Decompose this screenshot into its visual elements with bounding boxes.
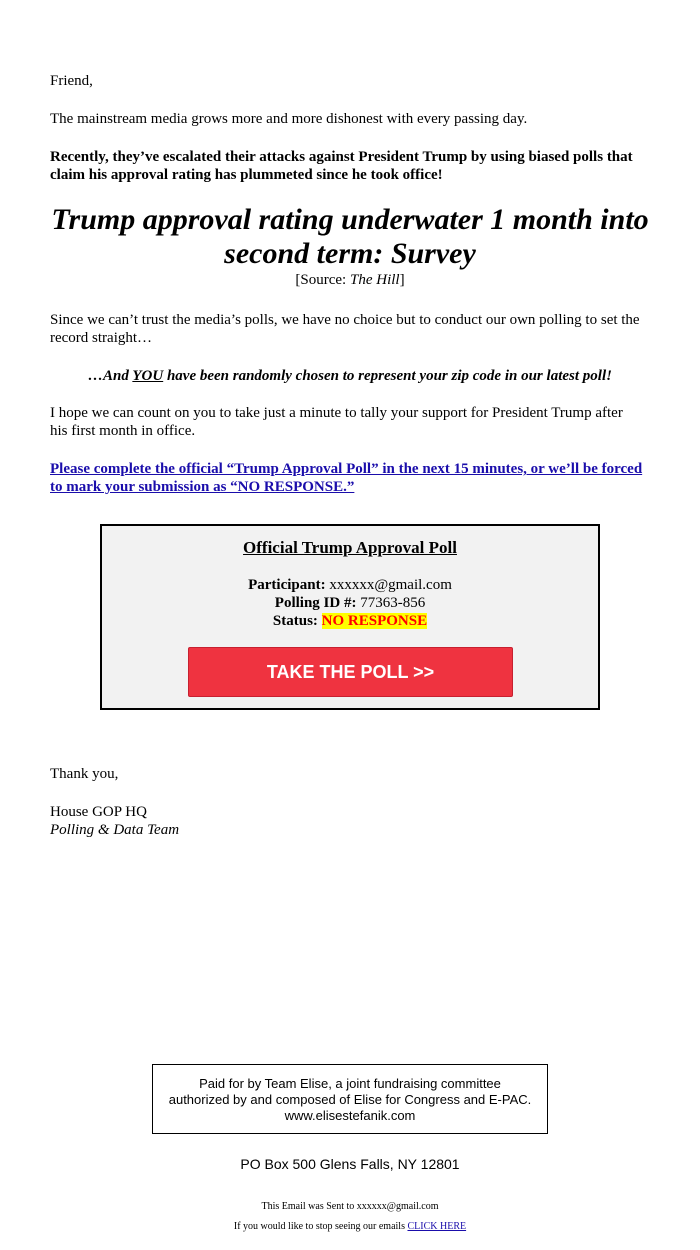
team-name: Polling & Data Team: [50, 822, 180, 838]
poll-card: [100, 524, 600, 710]
chosen-paragraph: [50, 367, 650, 385]
attack-paragraph: Recently, they’ve escalated their attacks against President Trump by using biased polls that claim his approval rating has plummeted since he took office!: [50, 149, 633, 183]
complete-poll-link[interactable]: Please complete the official “Trump Approval Poll” in the next 15 minutes, or we’ll be forced to mark your submission as “NO RESPONSE.”: [50, 461, 643, 495]
participant-label: Participant:: [248, 577, 326, 593]
paid-for-text: Paid for by Team Elise, a joint fundraising committee authorized by and composed of Elise for Congress and E-PAC. www.elisestefanik.com: [168, 1076, 532, 1123]
greeting: Friend,: [50, 73, 93, 89]
support-paragraph: I hope we can count on you to take just a minute to tally your support for President Trump after his first month in office.: [50, 405, 623, 439]
take-poll-button[interactable]: TAKE THE POLL >>: [188, 647, 513, 697]
polling-paragraph: Since we can’t trust the media’s polls, we have no choice but to conduct our own polling to set the record straight…: [50, 312, 640, 346]
intro-paragraph: The mainstream media grows more and more dishonest with every passing day.: [50, 111, 528, 127]
chosen-suffix: have been randomly chosen to represent your zip code in our latest poll!: [163, 368, 612, 384]
participant-row: [102, 576, 598, 594]
thank-you: Thank you,: [50, 766, 119, 782]
polling-id-row: [102, 594, 598, 612]
poll-link-paragraph: [50, 460, 645, 496]
unsubscribe-link[interactable]: CLICK HERE: [407, 1221, 467, 1232]
polling-id-label: Polling ID #:: [274, 595, 357, 611]
unsubscribe-notice: [0, 1221, 700, 1232]
polling-id-value: 77363-856: [360, 595, 426, 611]
unsubscribe-prefix: If you would like to stop seeing our emails: [233, 1221, 408, 1232]
chosen-you: YOU: [132, 368, 164, 384]
sent-to-notice: This Email was Sent to xxxxxx@gmail.com: [261, 1201, 439, 1212]
chosen-prefix: …And: [88, 368, 133, 384]
source-prefix: [Source:: [295, 272, 350, 288]
org-name: House GOP HQ: [50, 804, 147, 820]
paid-for-disclaimer: [152, 1064, 548, 1134]
status-label: Status:: [272, 613, 318, 629]
headline: Trump approval rating underwater 1 month into second term: Survey: [51, 203, 649, 270]
mailing-address: PO Box 500 Glens Falls, NY 12801: [240, 1156, 460, 1172]
status-badge: NO RESPONSE: [321, 613, 428, 629]
poll-details: [102, 576, 598, 630]
source-name: The Hill: [349, 272, 400, 288]
poll-title: Official Trump Approval Poll: [243, 538, 457, 557]
source-suffix: ]: [399, 272, 405, 288]
status-row: [102, 612, 598, 630]
participant-value: xxxxxx@gmail.com: [329, 577, 452, 593]
source-citation: [50, 271, 650, 289]
